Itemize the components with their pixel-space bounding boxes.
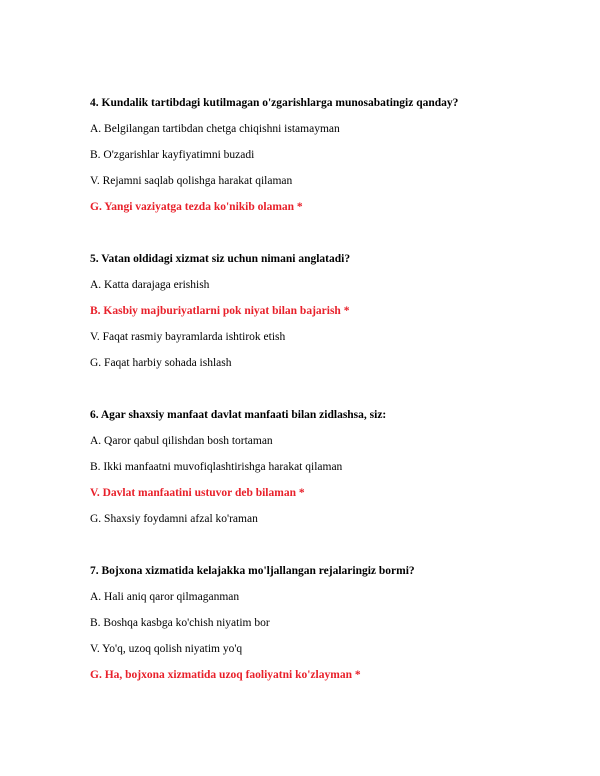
question-title: 7. Bojxona xizmatida kelajakka mo'ljallangan rejalaringiz bormi? bbox=[90, 565, 415, 577]
question-4 bbox=[90, 96, 550, 226]
question-title: 6. Agar shaxsiy manfaat davlat manfaati bilan zidlashsa, siz: bbox=[90, 409, 387, 421]
option-g: G. Shaxsiy foydamni afzal ko'raman bbox=[90, 513, 258, 525]
question-5 bbox=[90, 252, 550, 382]
question-title: 4. Kundalik tartibdagi kutilmagan o'zgarishlarga munosabatingiz qanday? bbox=[90, 97, 459, 109]
option-v: V. Faqat rasmiy bayramlarda ishtirok etish bbox=[90, 331, 286, 343]
option-b: B. Boshqa kasbga ko'chish niyatim bor bbox=[90, 617, 270, 629]
option-b-correct: B. Kasbiy majburiyatlarni pok niyat bilan bajarish * bbox=[90, 305, 350, 317]
question-6 bbox=[90, 408, 550, 538]
option-a: A. Hali aniq qaror qilmaganman bbox=[90, 591, 240, 603]
option-g-correct: G. Yangi vaziyatga tezda ko'nikib olaman * bbox=[90, 201, 303, 213]
option-b: B. Ikki manfaatni muvofiqlashtirishga harakat qilaman bbox=[90, 461, 343, 473]
option-v: V. Rejamni saqlab qolishga harakat qilaman bbox=[90, 175, 293, 187]
question-7 bbox=[90, 564, 550, 694]
option-a: A. Belgilangan tartibdan chetga chiqishni istamayman bbox=[90, 123, 340, 135]
option-b: B. O'zgarishlar kayfiyatimni buzadi bbox=[90, 149, 255, 161]
option-v-correct: V. Davlat manfaatini ustuvor deb bilaman * bbox=[90, 487, 305, 499]
option-g: G. Faqat harbiy sohada ishlash bbox=[90, 357, 232, 369]
option-a: A. Katta darajaga erishish bbox=[90, 279, 210, 291]
option-g-correct: G. Ha, bojxona xizmatida uzoq faoliyatni ko'zlayman * bbox=[90, 669, 361, 681]
question-title: 5. Vatan oldidagi xizmat siz uchun nimani anglatadi? bbox=[90, 253, 351, 265]
option-v: V. Yo'q, uzoq qolish niyatim yo'q bbox=[90, 643, 243, 655]
option-a: A. Qaror qabul qilishdan bosh tortaman bbox=[90, 435, 273, 447]
